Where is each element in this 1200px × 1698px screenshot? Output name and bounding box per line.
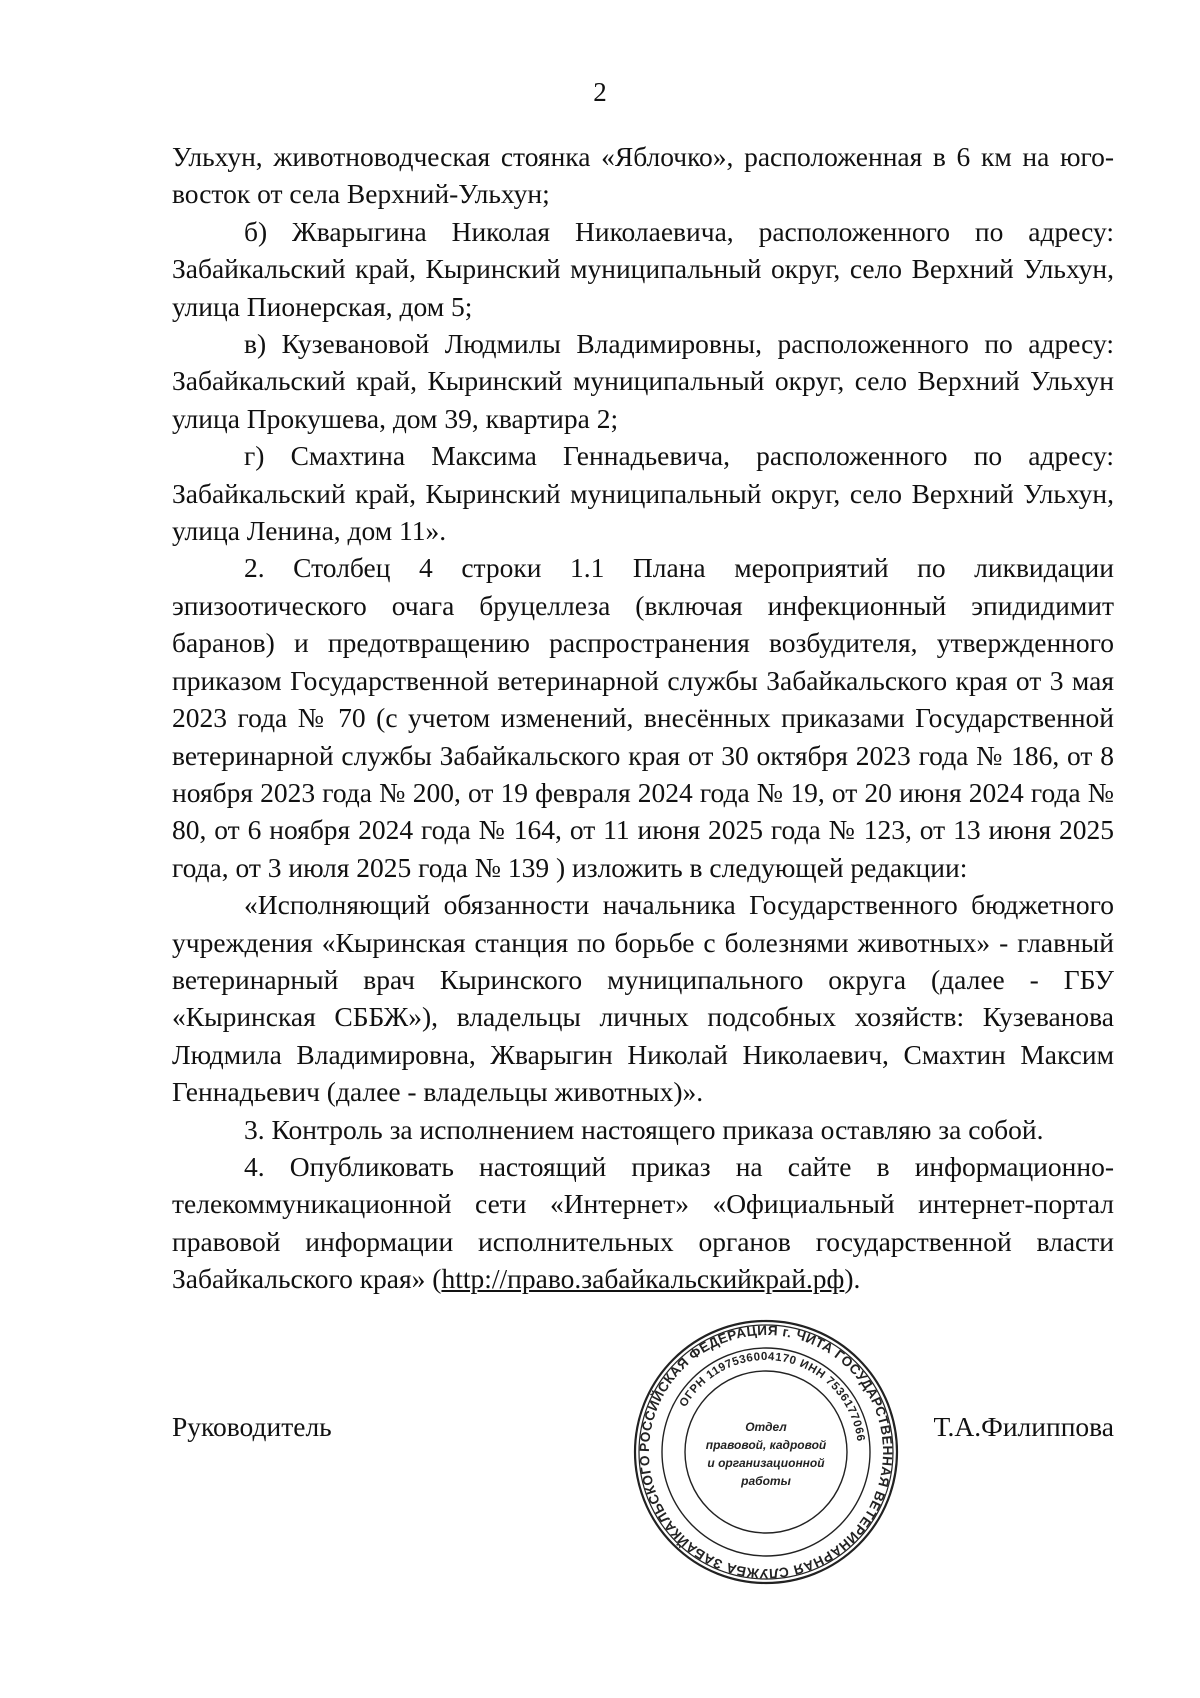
- official-seal: [632, 1318, 900, 1586]
- paragraph: г) Смахтина Максима Геннадьевича, расположенного по адресу: Забайкальский край, Кыринский муниципальный округ, село Верхний Ульхун, улица Ленина, дом 11».: [172, 440, 1114, 547]
- signatory-title: Руководитель: [172, 1411, 332, 1442]
- paragraph: б) Жварыгина Николая Николаевича, расположенного по адресу: Забайкальский край, Кыринский муниципальный округ, село Верхний Ульхун, улица Пионерская, дом 5;: [172, 215, 1114, 322]
- page-number: 2: [593, 77, 607, 107]
- paragraph: «Исполняющий обязанности начальника Государственного бюджетного учреждения «Кыринская станция по борьбе с болезнями животных» - главный ветеринарный врач Кыринского муниципального округа (далее - ГБУ «Кыринская СББЖ»), владельцы личных подсобных хозяйств: Кузеванова Людмила Владимировна, Жварыгин Николай Николаевич, Смахтин Максим Геннадьевич (далее - владельцы животных)».: [172, 889, 1114, 1108]
- publication-text-end: ).: [844, 1263, 861, 1295]
- seal-registration-text: ОГРН 1197536004170 ИНН 7536177066: [677, 1350, 867, 1443]
- paragraph: 3. Контроль за исполнением настоящего приказа оставляю за собой.: [244, 1113, 1044, 1145]
- paragraph-publication: [172, 1148, 1114, 1298]
- seal-center-line: и организационной: [707, 1456, 825, 1470]
- paragraph: Ульхун, животноводческая стоянка «Яблочко», расположенная в 6 км на юго-восток от села Верхний-Ульхун;: [172, 141, 1114, 210]
- signatory-name: Т.А.Филиппова: [933, 1411, 1114, 1442]
- paragraph: в) Кузевановой Людмилы Владимировны, расположенного по адресу: Забайкальский край, Кыринский муниципальный округ, село Верхний Ульхун улица Прокушева, дом 39, квартира 2;: [172, 328, 1114, 434]
- document-body: [172, 138, 1114, 1298]
- seal-outer-text: РОССИЙСКАЯ ФЕДЕРАЦИЯ г. ЧИТА ГОСУДАРСТВЕННАЯ ВЕТЕРИНАРНАЯ СЛУЖБА ЗАБАЙКАЛЬСКОГО: [636, 1322, 896, 1582]
- seal-center-line: правовой, кадровой: [705, 1438, 827, 1452]
- seal-center-line: Отдел: [745, 1420, 787, 1434]
- seal-center-line: работы: [741, 1474, 791, 1488]
- publication-text: 4. Опубликовать настоящий приказ на сайте в информационно-телекоммуникационной сети «Интернет» «Официальный интернет-портал правовой информации исполнительных органов государственной власти Забайкальского края» (: [172, 1150, 1114, 1295]
- paragraph: 2. Столбец 4 строки 1.1 Плана мероприятий по ликвидации эпизоотического очага бруцеллеза (включая инфекционный эпидидимит баранов) и предотвращению распространения возбудителя, утвержденного приказом Государственной ветеринарной службы Забайкальского края от 3 мая 2023 года № 70 (с учетом изменений, внесённых приказами Государственной ветеринарной службы Забайкальского края от 30 октября 2023 года № 186, от 8 ноября 2023 года № 200, от 19 февраля 2024 года № 19, от 20 июня 2024 года № 80, от 6 ноября 2024 года № 164, от 11 июня 2025 года № 123, от 13 июня 2025 года, от 3 июля 2025 года № 139 ) изложить в следующей редакции:: [172, 552, 1114, 883]
- portal-link[interactable]: http://право.забайкальскийкрай.рф: [441, 1263, 845, 1295]
- seal-icon: [632, 1318, 900, 1586]
